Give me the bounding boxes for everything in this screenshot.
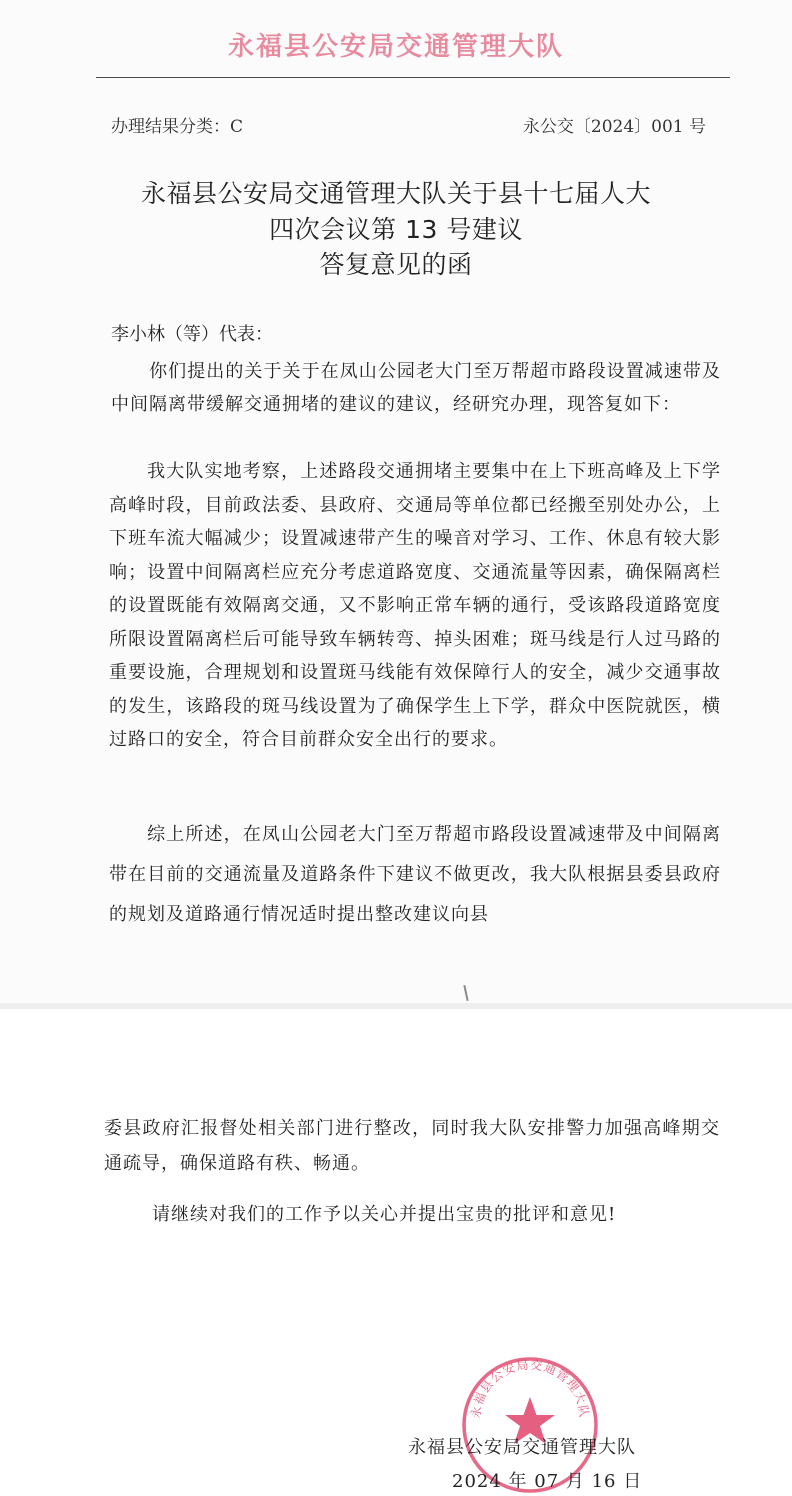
letterhead-title: 永福县公安局交通管理大队 [227, 32, 564, 62]
closing-request: 请继续对我们的工作予以关心并提出宝贵的批评和意见! [152, 1204, 617, 1225]
salutation: 李小林（等）代表： [111, 324, 273, 345]
body-paragraph-3-text: 综上所述，在凤山公园老大门至万帮超市路段设置减速带及中间隔离带在目前的交通流量及道路条件下建议不做更改，我大队根据县委县政府的规划及道路通行情况适时提出整改建议向县 [109, 824, 721, 925]
document-number: 永公交〔2024〕001 号 [522, 117, 706, 137]
body-paragraph-3 [109, 815, 721, 935]
signature-date: 2024 年 07 月 16 日 [452, 1471, 643, 1492]
page-two [0, 1009, 792, 1496]
body-paragraph-2 [109, 455, 721, 757]
body-paragraph-2-text: 我大队实地考察，上述路段交通拥堵主要集中在上下班高峰及上下学高峰时段，目前政法委、县政府、交通局等单位都已经搬至别处办公，上下班车流大幅减少；设置减速带产生的噪音对学习、工作、休息有较大影响；设置中间隔离栏应充分考虑道路宽度、交通流量等因素，确保隔离栏的设置既能有效隔离交通，又不影响正常车辆的通行，受该路段道路宽度所限设置隔离栏后可能导致车辆转弯、掉头困难；斑马线是行人过马路的重要设施，合理规划和设置斑马线能有效保障行人的安全，减少交通事故的发生，该路段的斑马线设置为了确保学生上下学，群众中医院就医，横过路口的安全，符合目前群众安全出行的要求。 [109, 461, 721, 750]
body-paragraph-1 [111, 355, 721, 421]
body-paragraph-1-text: 你们提出的关于关于在凤山公园老大门至万帮超市路段设置减速带及中间隔离带缓解交通拥堵的建议的建议，经研究办理，现答复如下： [111, 361, 721, 415]
result-classification: 办理结果分类：C [111, 117, 244, 137]
document-title-line-2: 四次会议第 13 号建议 [269, 215, 523, 244]
letterhead-rule [96, 77, 730, 78]
document-title-line-1: 永福县公安局交通管理大队关于县十七届人大 [140, 179, 651, 208]
svg-text:永福县公安局交通管理大队: 永福县公安局交通管理大队 [468, 1357, 592, 1420]
body-paragraph-4: 委县政府汇报督处相关部门进行整改，同时我大队安排警力加强高峰期交通疏导，确保道路有秩、畅通。 [104, 1118, 720, 1174]
document-title-line-3: 答复意见的函 [319, 250, 473, 279]
signature-organization: 永福县公安局交通管理大队 [408, 1437, 636, 1458]
